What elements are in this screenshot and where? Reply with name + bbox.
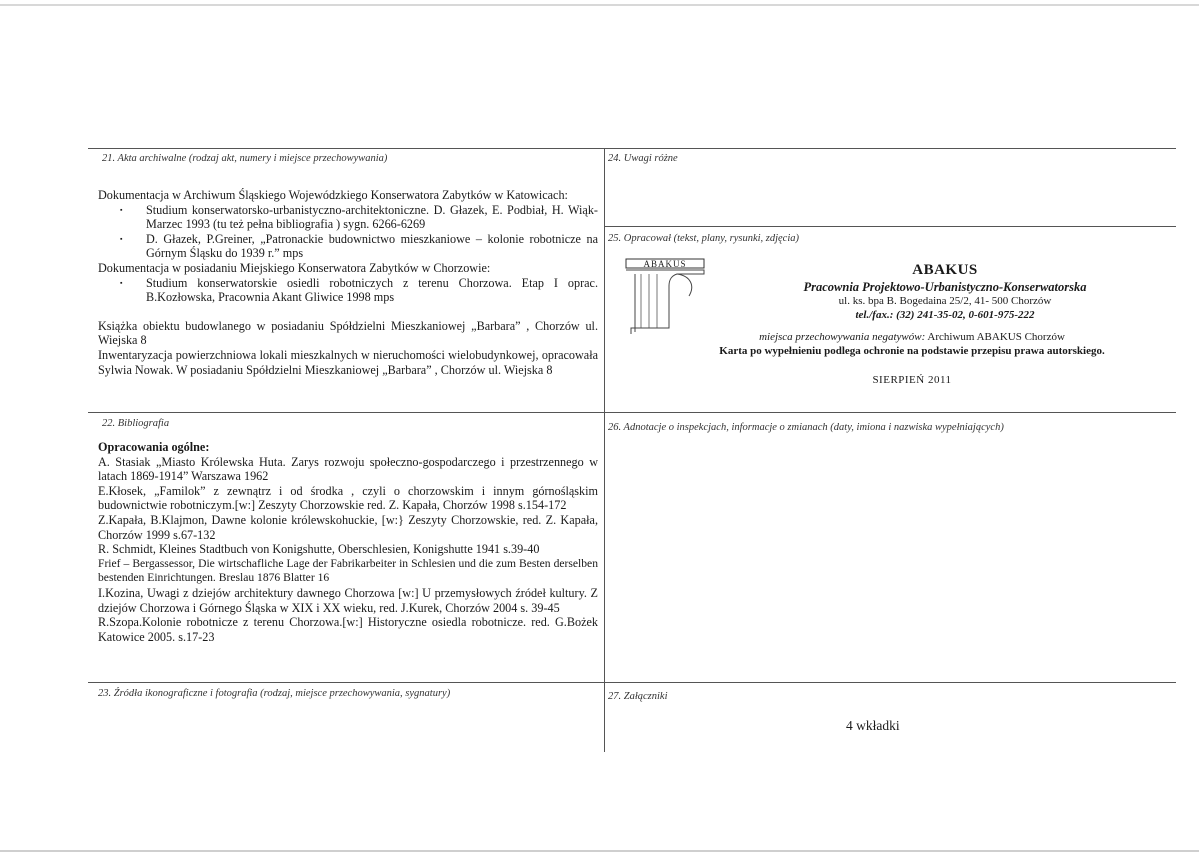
archive-list xyxy=(98,276,598,305)
section-27-header: 27. Załączniki xyxy=(608,691,668,702)
grid-line xyxy=(88,148,1176,149)
list-item: ▪ D. Głazek, P.Greiner, „Patronackie budownictwo mieszkaniowe – kolonie robotnicze na Górnym Śląsku do 1939 r.” mps xyxy=(146,232,598,261)
author-info xyxy=(720,260,1170,322)
list-item: ▪ Studium konserwatorsko-urbanistyczno-architektoniczne. D. Głazek, E. Podbiał, H. Wiąk-Marzec 1993 (tu też pełna bibliografia ) sygn. 6266-6269 xyxy=(146,203,598,232)
section-25-header: 25. Opracował (tekst, plany, rysunki, zdjęcia) xyxy=(608,233,800,244)
archive-paragraph: Książka obiektu budowlanego w posiadaniu Spółdzielni Mieszkaniowej „Barbara” , Chorzów ul. Wiejska 8 xyxy=(98,318,598,348)
scan-edge-top xyxy=(0,4,1199,6)
company-name: ABAKUS xyxy=(912,262,978,278)
archive-paragraph: Dokumentacja w Archiwum Śląskiego Wojewódzkiego Konserwatora Zabytków w Katowicach: xyxy=(98,188,568,202)
storage-note xyxy=(648,330,1176,358)
section-21-content xyxy=(98,188,598,377)
section-23-header: 23. Źródła ikonograficzne i fotografia (rodzaj, miejsce przechowywania, sygnatury) xyxy=(98,688,451,699)
copyright-note: Karta po wypełnieniu podlega ochronie na podstawie przepisu prawa autorskiego. xyxy=(719,345,1105,357)
archive-paragraph: Inwentaryzacja powierzchniowa lokali mieszkalnych w nieruchomości wielobudynkowej, opracowała Sylwia Nowak. W posiadaniu Spółdzielni Mieszkaniowej „Barbara” , Chorzów ul. Wiejska 8 xyxy=(98,347,598,377)
company-phone: tel./fax.: (32) 241-35-02, 0-601-975-222 xyxy=(855,309,1035,321)
bibliography-entry: R.Szopa.Kolonie robotnicze z terenu Chorzowa.[w:] Historyczne osiedla robotnicze. red. G.Bożek Katowice 2005. s.17-23 xyxy=(98,615,598,644)
negatives-value: Archiwum ABAKUS Chorzów xyxy=(927,331,1065,343)
bibliography-subheading: Opracowania ogólne: xyxy=(98,440,210,454)
bibliography-entry: R. Schmidt, Kleines Stadtbuch von Konigshutte, Oberschlesien, Konigshutte 1941 s.39-40 xyxy=(98,542,540,557)
section-26-header: 26. Adnotacje o inspekcjach, informacje o zmianach (daty, imiona i nazwiska wypełniających) xyxy=(608,422,1004,433)
section-24-header: 24. Uwagi różne xyxy=(608,153,678,164)
grid-line xyxy=(88,682,1176,683)
list-item: ▪ Studium konserwatorskie osiedli robotniczych z terenu Chorzowa. Etap I oprac. B.Kozłowska, Pracownia Akant Gliwice 1998 mps xyxy=(146,276,598,305)
bibliography-entry: I.Kozina, Uwagi z dziejów architektury dawnego Chorzowa [w:] U przemysłowych źródeł kultury. Z dziejów Chorzowa i Górnego Śląska w XIX i XX wieku, red. J.Kurek, Chorzów 2004 s. 39-45 xyxy=(98,585,598,615)
company-address: ul. ks. bpa B. Bogedaina 25/2, 41- 500 Chorzów xyxy=(838,295,1052,307)
attachments-value: 4 wkładki xyxy=(846,718,900,733)
negatives-label: miejsca przechowywania negatywów: xyxy=(759,331,926,343)
scan-edge-bottom xyxy=(0,850,1199,852)
grid-line xyxy=(604,226,1176,227)
section-22-content xyxy=(98,440,598,644)
section-22-header: 22. Bibliografia xyxy=(102,418,170,429)
archive-paragraph: Dokumentacja w posiadaniu Miejskiego Konserwatora Zabytków w Chorzowie: xyxy=(98,260,491,275)
logo-text: ABAKUS xyxy=(643,259,687,269)
section-21-header: 21. Akta archiwalne (rodzaj akt, numery i miejsce przechowywania) xyxy=(102,153,388,164)
record-card-form xyxy=(88,148,1176,752)
grid-line xyxy=(604,148,605,752)
bibliography-entry: Z.Kapała, B.Klajmon, Dawne kolonie królewskohuckie, [w:} Zeszyty Chorzowskie, red. Z. Kapała, Chorzów 1999 s.67-132 xyxy=(98,512,598,542)
bibliography-entry: A. Stasiak „Miasto Królewska Huta. Zarys rozwoju społeczno-gospodarczego i przestrzennego w latach 1869-1914” Warszawa 1962 xyxy=(98,454,598,484)
archive-list xyxy=(98,203,598,261)
company-subtitle: Pracownia Projektowo-Urbanistyczno-Konserwatorska xyxy=(803,280,1087,294)
abakus-logo xyxy=(625,258,705,336)
grid-line xyxy=(88,412,1176,413)
document-date: SIERPIEŃ 2011 xyxy=(872,374,952,386)
bibliography-entry: E.Kłosek, „Familok” z zewnątrz i od środka , czyli o chorzowskim i innym górnośląskim budownictwie robotniczym.[w:] Zeszyty Chorzowskie red. Z. Kapała, Chorzów 1998 s.154-172 xyxy=(98,483,598,513)
bibliography-entry: Frief – Bergassessor, Die wirtschafliche Lage der Fabrikarbeiter in Schlesien und die zum Besten derselben bestenden Einrichtungen. Breslau 1876 Blatter 16 xyxy=(98,556,598,585)
